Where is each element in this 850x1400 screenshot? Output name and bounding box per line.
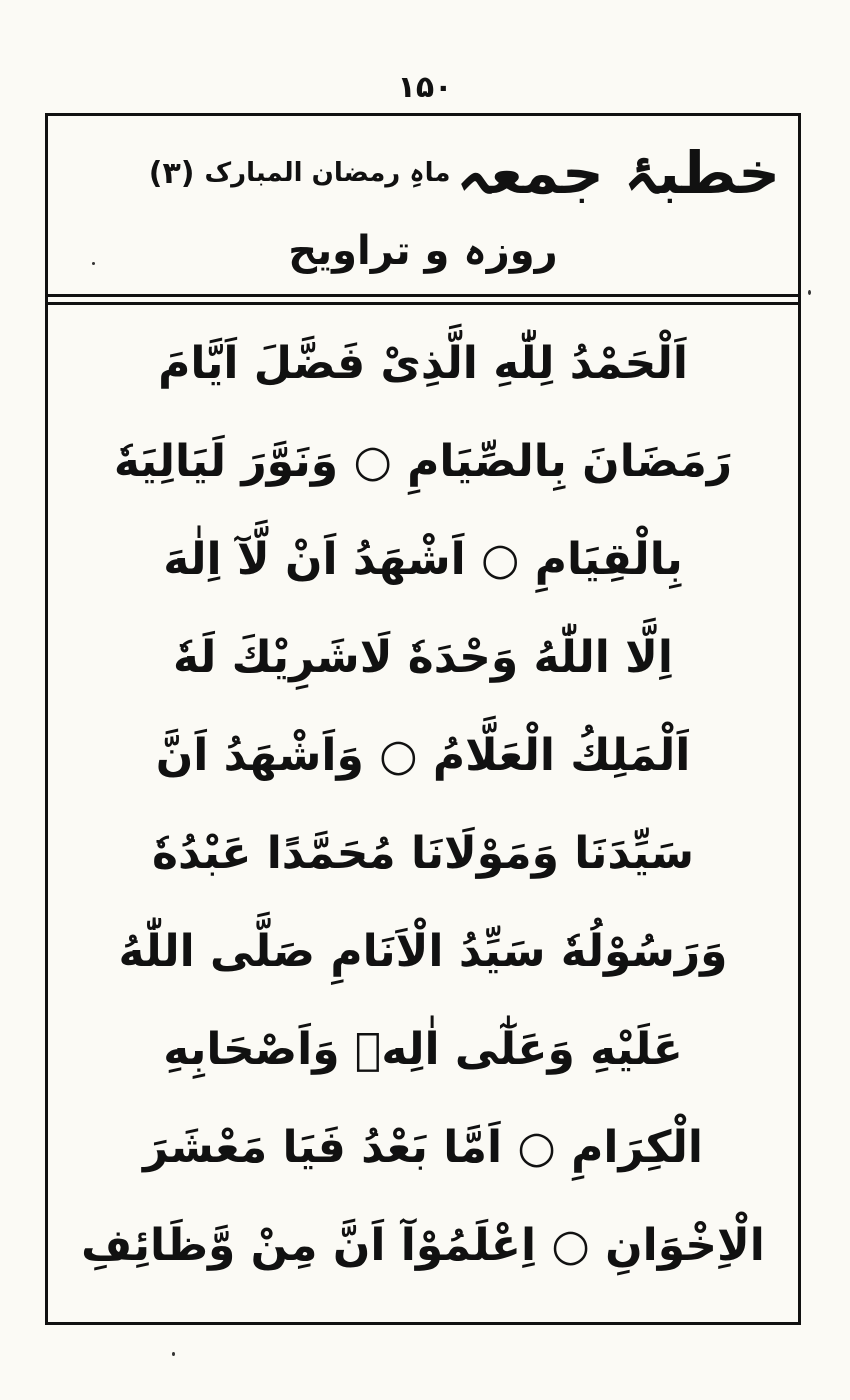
page-number: ۱۵۰ [397,70,453,105]
text-line-5: اَلْمَلِكُ الْعَلَّامُ ○ وَاَشْهَدُ اَنَّ [155,729,691,781]
text-line-2: رَمَضَانَ بِالصِّيَامِ ○ وَنَوَّرَ لَيَالِيَهٗ [113,435,733,487]
part-number: (۳) [148,155,195,191]
paper-speck [92,262,95,265]
page-frame [45,113,801,1325]
text-line-8: عَلَيْهِ وَعَلٰٓى اٰلِهٖ وَاَصْحَابِهِ [163,1023,683,1075]
header-title-row [62,128,780,218]
text-line-4: اِلَّا اللّٰهُ وَحْدَهٗ لَاشَرِيْكَ لَهٗ [173,631,673,683]
sermon-title: خطبۂ جمعہ [456,139,780,207]
header-divider-top [48,294,798,297]
text-line-9: الْكِرَامِ ○ اَمَّا بَعْدُ فَيَا مَعْشَرَ [143,1121,704,1173]
sermon-body [68,314,778,1314]
sermon-topic: روزہ و تراویح [288,228,558,274]
sermon-header [48,116,798,301]
text-line-7: وَرَسُوْلُهٗ سَيِّدُ الْاَنَامِ صَلَّى اللّٰهُ [118,925,728,977]
header-divider-bottom [48,302,798,305]
paper-speck [808,290,811,295]
text-line-6: سَيِّدَنَا وَمَوْلَانَا مُحَمَّدًا عَبْدُهٗ [152,827,694,879]
text-line-3: بِالْقِيَامِ ○ اَشْهَدُ اَنْ لَّآ اِلٰهَ [163,533,683,585]
paper-speck [172,1352,175,1356]
sermon-subtitle: ماہِ رمضان المبارک [204,158,451,188]
text-line-1: اَلْحَمْدُ لِلّٰهِ الَّذِىْ فَضَّلَ اَيَّامَ [158,337,688,389]
text-line-10: الْاِخْوَانِ ○ اِعْلَمُوْآ اَنَّ مِنْ وَّظَائِفِ [81,1219,765,1271]
